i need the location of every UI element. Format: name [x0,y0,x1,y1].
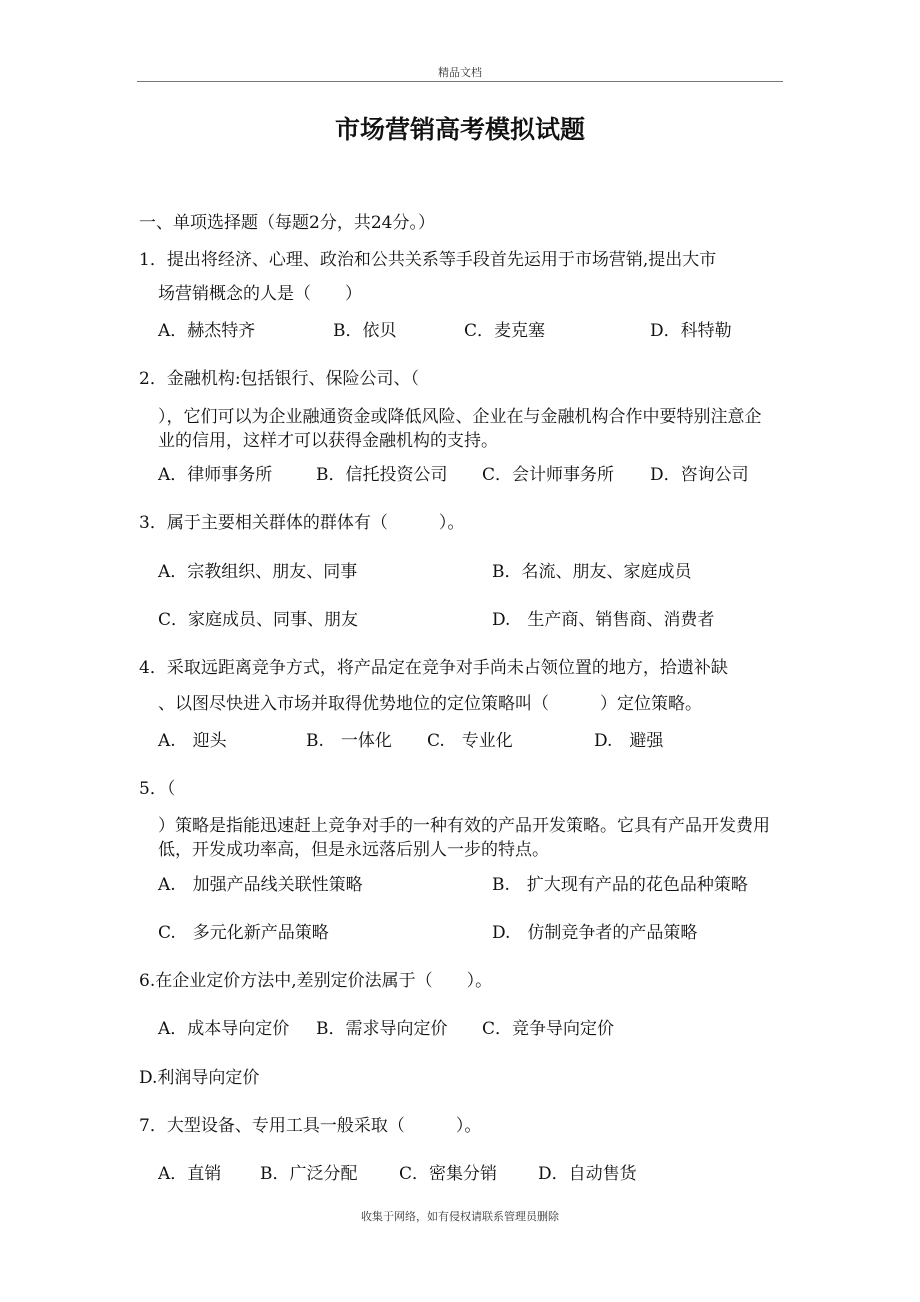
question-1-line-1: 1．提出将经济、心理、政治和公共关系等手段首先运用于市场营销,提出大市 [139,250,717,270]
q2-option-d: D．咨询公司 [650,465,749,485]
q3-option-b: B．名流、朋友、家庭成员 [492,562,692,582]
q1-option-d: D．科特勒 [650,321,732,341]
q4-option-d: D. 避强 [594,731,664,751]
q7-option-b: B．广泛分配 [260,1164,358,1184]
q7-option-a: A．直销 [158,1164,222,1184]
q1-option-c: C．麦克塞 [464,321,546,341]
q6-option-a: A．成本导向定价 [158,1019,290,1039]
question-4-line-1: 4．采取远距离竞争方式，将产品定在竞争对手尚未占领位置的地方，拾遗补缺 [139,658,728,678]
q7-option-d: D．自动售货 [538,1164,637,1184]
q3-option-d: D. 生产商、销售商、消费者 [492,610,715,630]
q6-option-b: B．需求导向定价 [316,1019,448,1039]
page-footer: 收集于网络，如有侵权请联系管理员删除 [361,1210,559,1223]
question-6-line-1: 6.在企业定价方法中,差别定价法属于（ ）。 [139,971,493,991]
q3-option-a: A．宗教组织、朋友、同事 [158,562,358,582]
question-2-line-2: ），它们可以为企业融通资金或降低风险、企业在与金融机构合作中要特别注意企业的信用，这样才可以获得金融机构的支持。 [158,407,762,451]
q1-option-b: B．依贝 [333,321,397,341]
q2-option-a: A．律师事务所 [158,465,273,485]
q2-option-c: C．会计师事务所 [482,465,615,485]
question-7-line-1: 7．大型设备、专用工具一般采取（ ）。 [139,1116,482,1136]
q6-option-c: C．竞争导向定价 [482,1019,615,1039]
question-1-line-2: 场营销概念的人是（ ） [158,284,362,304]
question-5-line-2: ）策略是指能迅速赶上竞争对手的一种有效的产品开发策略。它具有产品开发费用低，开发成功率高，但是永远落后别人一步的特点。 [158,816,770,860]
header-divider [137,81,783,82]
section-heading: 一、单项选择题（每题2分，共24分。） [139,213,435,233]
q5-option-c: C. 多元化新产品策略 [158,923,329,943]
page-header: 精品文档 [438,66,482,79]
q2-option-b: B．信托投资公司 [316,465,448,485]
q5-option-d: D. 仿制竞争者的产品策略 [492,923,698,943]
question-5-line-1: 5．（ [139,779,176,799]
q3-option-c: C．家庭成员、同事、朋友 [158,610,359,630]
q5-option-a: A. 加强产品线关联性策略 [158,875,363,895]
question-4-line-2: 、以图尽快进入市场并取得优势地位的定位策略叫（ ）定位策略。 [158,694,702,714]
q5-option-b: B. 扩大现有产品的花色品种策略 [492,875,748,895]
q4-option-c: C. 专业化 [427,731,513,751]
q1-option-a: A．赫杰特齐 [158,321,256,341]
document-title: 市场营销高考模拟试题 [334,115,585,144]
question-3-line-1: 3．属于主要相关群体的群体有（ ）。 [139,513,465,533]
q7-option-c: C．密集分销 [399,1164,498,1184]
q4-option-b: B. 一体化 [306,731,392,751]
question-2-line-1: 2．金融机构:包括银行、保险公司、（ [139,369,420,389]
q4-option-a: A. 迎头 [158,731,227,751]
q6-option-d: D.利润导向定价 [139,1068,260,1088]
